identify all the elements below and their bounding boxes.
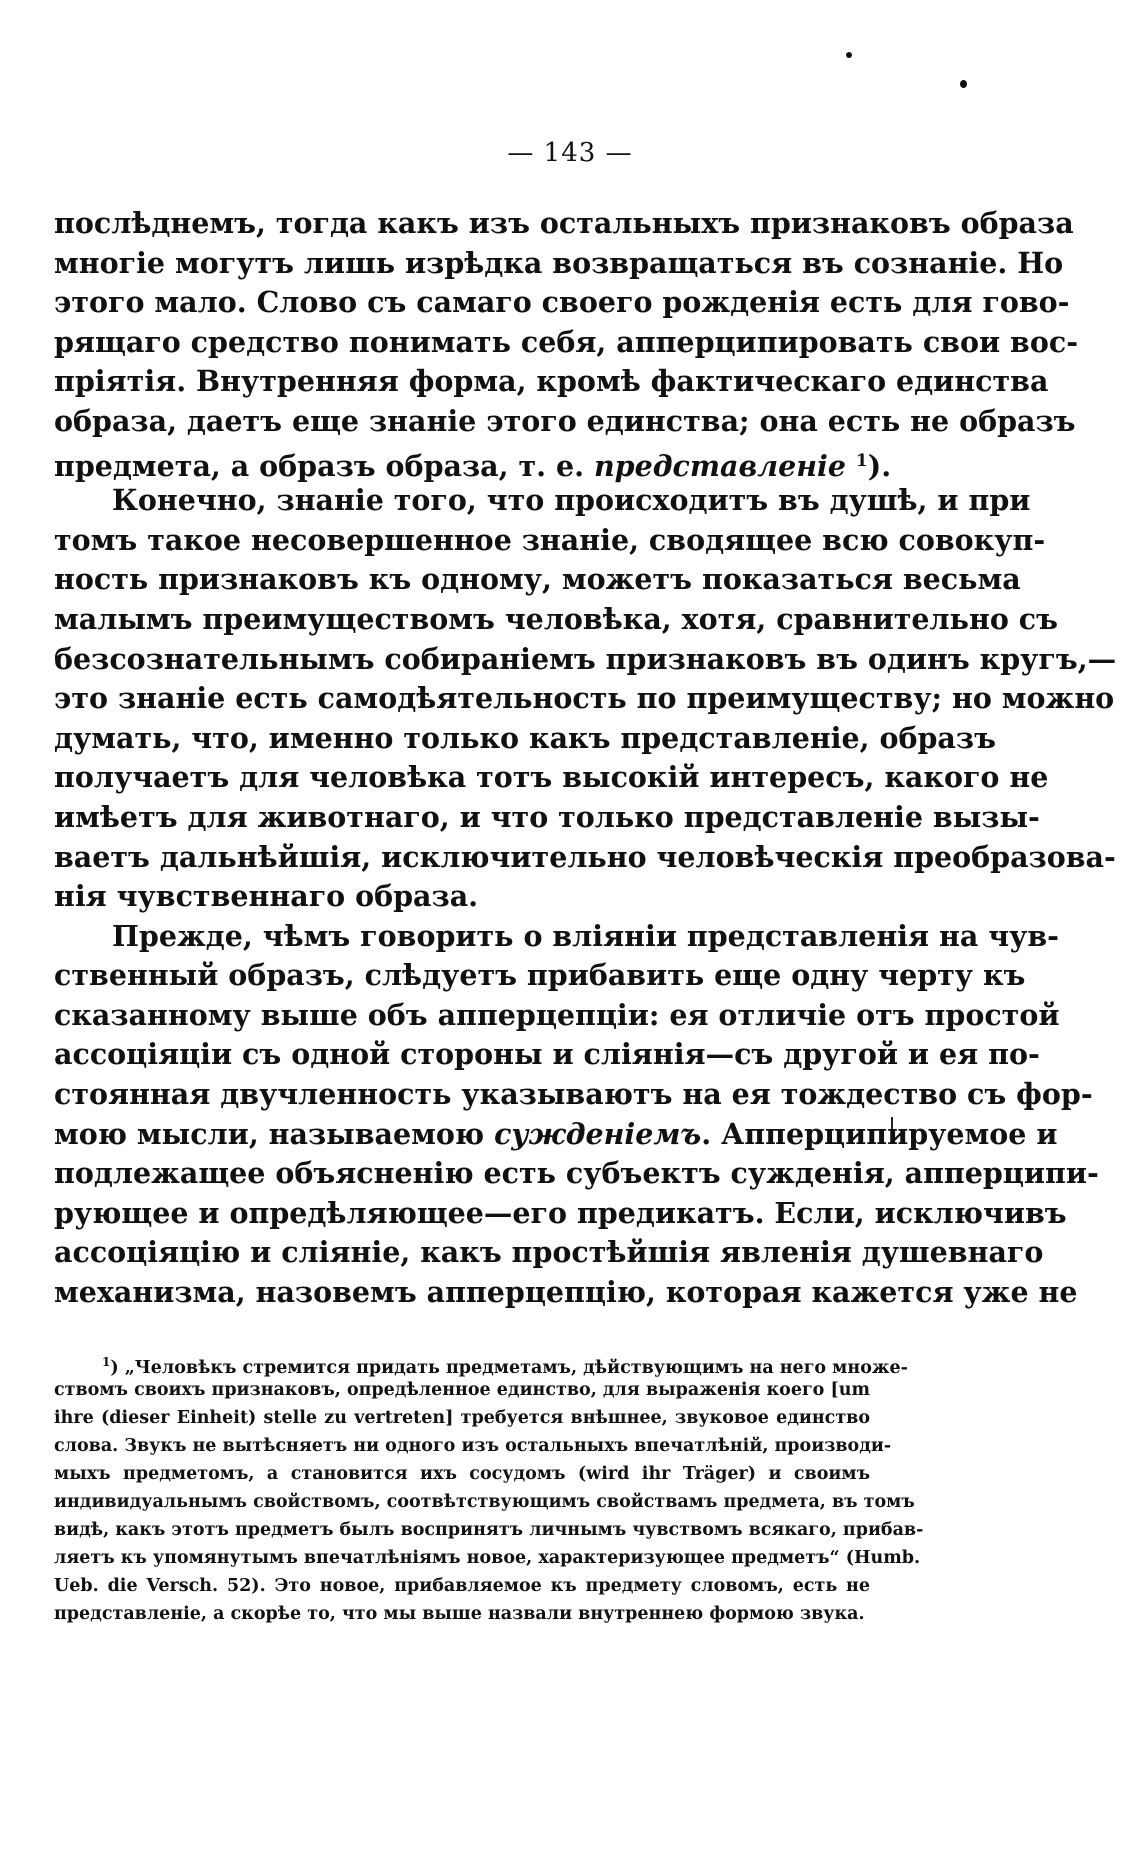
footnote-line [54,1348,908,1378]
footnote-line: мыхъ предметомъ, а становится ихъ сосудомъ (wird ihr Träger) и своимъ [54,1464,870,1484]
text-line: ассоціяцію и сліяніе, какъ простѣйшія явленія душевнаго [54,1235,1044,1270]
text-line: ассоціяціи съ одной стороны и сліянія—съ другой и ея по- [54,1037,1040,1072]
page-number: — 143 — [507,138,633,168]
text-span: предмета, а образъ образа, т. е. [54,448,594,483]
text-line: имѣетъ для животнаго, и что только представленіе вызы- [54,799,1040,834]
footnote-line: слова. Звукъ не вытѣсняетъ ни одного изъ остальныхъ впечатлѣній, производи- [54,1436,892,1456]
text-line: рующее и опредѣляющее—его предикатъ. Если, исключивъ [54,1195,1067,1230]
footnote-line: индивидуальнымъ свойствомъ, соотвѣтствующимъ свойствамъ предмета, въ томъ [54,1492,915,1512]
text-line: рящаго средство понимать себя, апперципировать свои вос- [54,324,1079,359]
text-line: сказанному выше объ апперцепціи: ея отличіе отъ простой [54,997,1060,1032]
text-line: послѣднемъ, тогда какъ изъ остальныхъ признаковъ образа [54,206,1074,240]
text-line: это знаніе есть самодѣятельность по преимуществу; но можно [54,681,1115,716]
text-span: ) „Человѣкъ стремится придать предметамъ, дѣйствующимъ на него множе- [110,1358,908,1378]
footnote-reference[interactable]: 1 [855,450,868,471]
emphasized-term: сужденіемъ [494,1116,702,1151]
text-line: нія чувственнаго образа. [54,879,479,914]
text-line [54,1115,1058,1155]
footnote-line: ihre (dieser Einheit) stelle zu vertreten] требуется внѣшнее, звуковое единство [54,1408,870,1428]
text-line: стоянная двучленность указываютъ на ея тождество съ фор- [54,1077,1093,1112]
footnote-line: видѣ, какъ этотъ предметъ былъ воспринятъ личнымъ чувствомъ всякаго, прибав- [54,1520,924,1540]
text-line: образа, даетъ еще знаніе этого единства; она есть не образъ [54,403,1076,438]
text-line: Конечно, знаніе того, что происходитъ въ душѣ, и при [112,483,1031,518]
text-line: этого мало. Слово съ самаго своего рожденія есть для гово- [54,285,1070,320]
footnote-line: представленіе, а скорѣе то, что мы выше назвали внутреннею формою звука. [54,1604,865,1624]
text-line: подлежащее объясненію есть субъектъ сужденія, апперципи- [54,1156,1099,1191]
text-line: ваетъ дальнѣйшія, исключительно человѣческія преобразова- [54,839,1116,874]
text-span: ). [867,448,892,483]
footnote-marker: 1 [102,1355,111,1369]
text-span: . Апперципируемое и [701,1116,1058,1151]
text-line: получаетъ для человѣка тотъ высокій интересъ, какого не [54,760,1049,795]
footnote-line: ляетъ къ упомянутымъ впечатлѣніямъ новое, характеризующее предметъ“ (Humb. [54,1548,921,1568]
footnote [54,1348,924,1628]
scan-speck [846,52,852,58]
text-line: думать, что, именно только какъ представленіе, образъ [54,720,996,755]
text-line: механизма, назовемъ апперцепцію, которая кажется уже не [54,1275,1078,1310]
text-span: мою мысли, называемою [54,1116,495,1151]
footnote-line: ствомъ своихъ признаковъ, опредѣленное единство, для выраженія коего [um [54,1380,870,1400]
text-line: безсознательнымъ собираніемъ признаковъ въ одинъ кругъ,— [54,641,1117,676]
scan-speck [960,80,967,88]
footnote-line: Ueb. die Versch. 52). Это новое, прибавляемое къ предмету словомъ, есть не [54,1576,870,1596]
text-line: многіе могутъ лишь изрѣдка возвращаться въ сознаніе. Но [54,245,1064,280]
text-line: томъ такое несовершенное знаніе, сводящее всю совокуп- [54,522,1046,557]
text-line: ность признаковъ къ одному, можетъ показаться весьма [54,562,1021,597]
text-line: пріятія. Внутренняя форма, кромѣ фактическаго единства [54,364,1049,399]
emphasized-term: представленіе [593,448,846,483]
text-line: Прежде, чѣмъ говорить о вліяніи представленія на чув- [112,918,1059,953]
main-text [54,204,1117,1313]
text-line [54,442,892,483]
text-line: ственный образъ, слѣдуетъ прибавить еще одну черту къ [54,958,1026,993]
text-line: малымъ преимуществомъ человѣка, хотя, сравнительно съ [54,601,1058,636]
